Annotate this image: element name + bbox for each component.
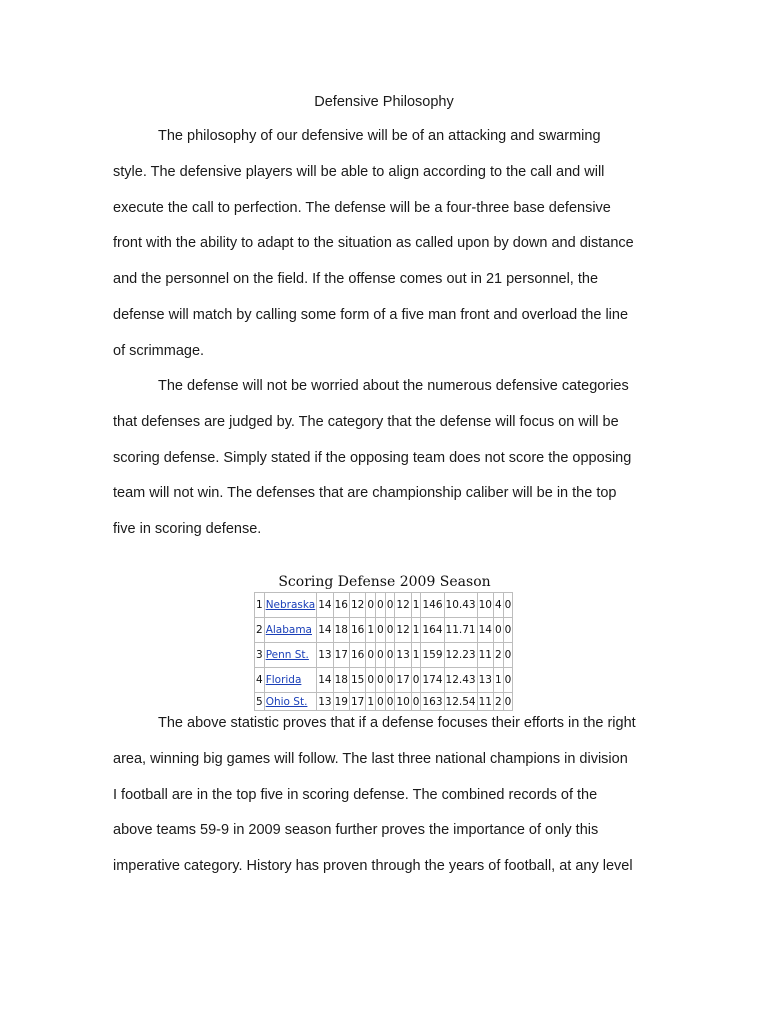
stat-cell: 11.71 xyxy=(444,618,477,643)
stat-cell: 18 xyxy=(333,668,349,693)
stat-cell: 0 xyxy=(385,643,395,668)
stat-cell: 10 xyxy=(477,593,493,618)
paragraph-line: area, winning big games will follow. The last three national champions in division xyxy=(113,750,628,767)
stat-cell: 0 xyxy=(376,593,386,618)
stat-cell: 11 xyxy=(477,643,493,668)
paragraph-line: The above statistic proves that if a defense focuses their efforts in the right xyxy=(158,715,636,731)
stat-cell: 0 xyxy=(411,693,421,711)
table-caption: Scoring Defense 2009 Season xyxy=(278,574,491,590)
stat-cell: 0 xyxy=(366,643,376,668)
stat-cell: 16 xyxy=(349,618,365,643)
stat-cell: 0 xyxy=(503,643,513,668)
stat-cell: 12.43 xyxy=(444,668,477,693)
stat-cell: 0 xyxy=(376,618,386,643)
stat-cell: 4 xyxy=(493,593,503,618)
scoring-defense-table-block xyxy=(254,572,515,711)
stat-cell: 12 xyxy=(395,593,411,618)
paragraph-line: that defenses are judged by. The category that the defense will focus on will be xyxy=(113,413,619,430)
paragraph-line: execute the call to perfection. The defense will be a four-three base defensive xyxy=(113,199,611,216)
table-row xyxy=(255,668,513,693)
stat-cell: 1 xyxy=(366,693,376,711)
stat-cell: 0 xyxy=(411,668,421,693)
stat-cell: 1 xyxy=(493,668,503,693)
paragraph-line: defense will match by calling some form of a five man front and overload the line xyxy=(113,306,629,323)
paragraph-line: team will not win. The defenses that are championship caliber will be in the top xyxy=(113,485,617,502)
team-link[interactable]: Ohio St. xyxy=(265,695,308,708)
stat-cell: 0 xyxy=(366,593,376,618)
stat-cell: 13 xyxy=(317,643,333,668)
stat-cell: 1 xyxy=(411,643,421,668)
stat-cell: 0 xyxy=(493,618,503,643)
stat-cell: 14 xyxy=(477,618,493,643)
stat-cell: 12 xyxy=(349,593,365,618)
stat-cell: 0 xyxy=(385,618,395,643)
stat-cell: 0 xyxy=(376,693,386,711)
stat-cell: 0 xyxy=(503,668,513,693)
stat-cell: 1 xyxy=(411,593,421,618)
stat-cell: 174 xyxy=(421,668,444,693)
stat-cell: 0 xyxy=(503,593,513,618)
rank-cell: 4 xyxy=(255,668,265,693)
team-cell xyxy=(264,643,317,668)
stat-cell: 13 xyxy=(317,693,333,711)
stat-cell: 14 xyxy=(317,593,333,618)
paragraph-1 xyxy=(113,119,658,370)
stat-cell: 18 xyxy=(333,618,349,643)
stat-cell: 16 xyxy=(349,643,365,668)
stat-cell: 163 xyxy=(421,693,444,711)
table-row xyxy=(255,618,513,643)
stat-cell: 15 xyxy=(349,668,365,693)
paragraph-line: and the personnel on the field. If the offense comes out in 21 personnel, the xyxy=(113,271,599,288)
rank-cell: 1 xyxy=(255,593,265,618)
scoring-defense-table xyxy=(254,592,513,711)
team-cell xyxy=(264,593,317,618)
stat-cell: 14 xyxy=(317,618,333,643)
table-row xyxy=(255,593,513,618)
stat-cell: 0 xyxy=(376,643,386,668)
stat-cell: 146 xyxy=(421,593,444,618)
paragraph-line: scoring defense. Simply stated if the opposing team does not score the opposing xyxy=(113,449,632,466)
stat-cell: 12.54 xyxy=(444,693,477,711)
team-link[interactable]: Alabama xyxy=(265,624,312,636)
paragraph-2 xyxy=(113,369,658,548)
paragraph-3 xyxy=(113,706,658,885)
stat-cell: 164 xyxy=(421,618,444,643)
rank-cell: 3 xyxy=(255,643,265,668)
team-link[interactable]: Penn St. xyxy=(265,649,309,661)
stat-cell: 12.23 xyxy=(444,643,477,668)
paragraph-line: imperative category. History has proven through the years of football, at any level xyxy=(113,858,633,875)
stat-cell: 11 xyxy=(477,693,493,711)
team-cell xyxy=(264,618,317,643)
stat-cell: 13 xyxy=(477,668,493,693)
paragraph-line: The defense will not be worried about the numerous defensive categories xyxy=(158,378,629,394)
document-title: Defensive Philosophy xyxy=(314,94,454,110)
stat-cell: 19 xyxy=(333,693,349,711)
stat-cell: 0 xyxy=(366,668,376,693)
stat-cell: 17 xyxy=(395,668,411,693)
stat-cell: 0 xyxy=(385,693,395,711)
paragraph-line: above teams 59-9 in 2009 season further proves the importance of only this xyxy=(113,822,599,839)
stat-cell: 0 xyxy=(385,593,395,618)
stat-cell: 10.43 xyxy=(444,593,477,618)
paragraph-line: of scrimmage. xyxy=(113,342,205,359)
rank-cell: 5 xyxy=(255,693,265,711)
stat-cell: 159 xyxy=(421,643,444,668)
stat-cell: 13 xyxy=(395,643,411,668)
stat-cell: 1 xyxy=(411,618,421,643)
stat-cell: 14 xyxy=(317,668,333,693)
rank-cell: 2 xyxy=(255,618,265,643)
stat-cell: 12 xyxy=(395,618,411,643)
stat-cell: 0 xyxy=(503,618,513,643)
stat-cell: 17 xyxy=(349,693,365,711)
paragraph-line: The philosophy of our defensive will be of an attacking and swarming xyxy=(158,128,601,144)
paragraph-line: style. The defensive players will be able to align according to the call and will xyxy=(113,163,605,180)
paragraph-line: I football are in the top five in scoring defense. The combined records of the xyxy=(113,786,598,803)
team-link[interactable]: Florida xyxy=(265,674,302,686)
stat-cell: 17 xyxy=(333,643,349,668)
stat-cell: 0 xyxy=(376,668,386,693)
team-cell xyxy=(264,668,317,693)
paragraph-line: front with the ability to adapt to the situation as called upon by down and distance xyxy=(113,235,634,252)
stat-cell: 0 xyxy=(385,668,395,693)
team-link[interactable]: Nebraska xyxy=(265,599,316,611)
stat-cell: 16 xyxy=(333,593,349,618)
stat-cell: 1 xyxy=(366,618,376,643)
stat-cell: 10 xyxy=(395,693,411,711)
table-row xyxy=(255,643,513,668)
paragraph-line: five in scoring defense. xyxy=(113,521,262,538)
stat-cell: 2 xyxy=(493,643,503,668)
stat-cell: 2 xyxy=(493,693,503,711)
stat-cell: 0 xyxy=(503,693,513,711)
